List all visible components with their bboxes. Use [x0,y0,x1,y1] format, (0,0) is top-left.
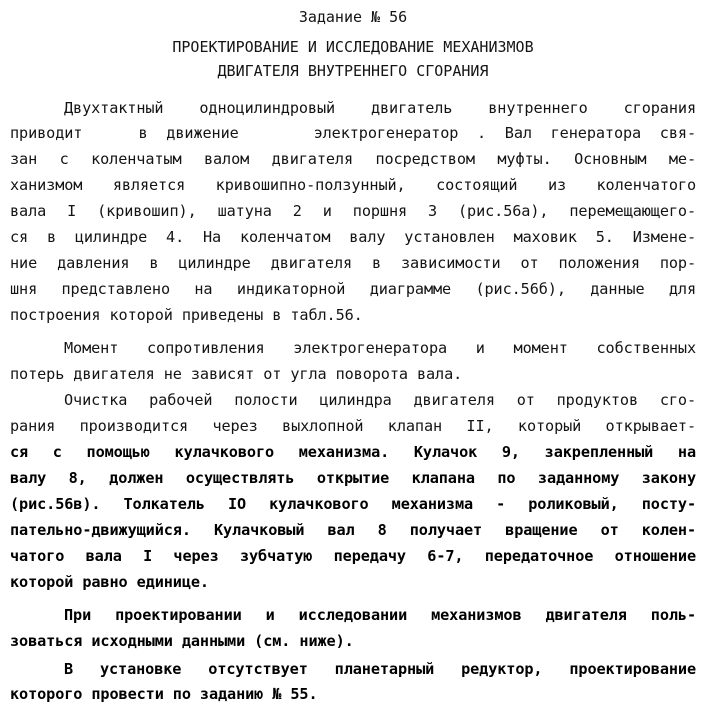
paragraph-1-line-2: приводит в движение электрогенератор . Вал генератора свя- [10,124,696,142]
paragraph-3-line-3: ся с помощью кулачкового механизма. Кулачок 9, закрепленный на [10,443,696,461]
paragraph-1-line-3: зан с коленчатым валом двигателя посредством муфты. Основным ме- [10,150,696,168]
paragraph-5-line-1: В установке отсутствует планетарный редуктор, проектирование [64,660,696,678]
heading-line-1: ПРОЕКТИРОВАНИЕ И ИССЛЕДОВАНИЕ МЕХАНИЗМОВ [172,38,534,56]
paragraph-4-line-1: При проектировании и исследовании механизмов двигателя поль- [64,606,696,624]
paragraph-1-line-6: ся в цилиндре 4. На коленчатом валу установлен маховик 5. Измене- [10,228,696,246]
assignment-title: Задание № 56 [298,8,408,26]
paragraph-3-line-1: Очистка рабочей полости цилиндра двигателя от продуктов сго- [64,391,696,409]
paragraph-2-line-2: потерь двигателя не зависят от угла поворота вала. [10,365,463,383]
paragraph-1-line-5: вала I (кривошип), шатуна 2 и поршня 3 (рис.56а), перемещающего- [10,202,696,220]
paragraph-4-line-2: зоваться исходными данными (см. ниже). [10,632,354,650]
paragraph-3-line-8: которой равно единице. [10,573,209,591]
paragraph-1-line-8: шня представлено на индикаторной диаграмме (рис.56б), данные для [10,280,696,298]
heading-line-2: ДВИГАТЕЛЯ ВНУТРЕННЕГО СГОРАНИЯ [217,62,489,80]
paragraph-1-line-7: ние давления в цилиндре двигателя в зависимости от положения пор- [10,254,696,272]
paragraph-1-line-9: построения которой приведены в табл.56. [10,306,363,324]
paragraph-3-line-2: рания производится через выхлопной клапан II, который открывает- [10,417,696,435]
paragraph-5-line-2: которого провести по заданию № 55. [10,685,318,703]
paragraph-3-line-5: (рис.56в). Толкатель IO кулачкового механизма - роликовый, посту- [10,495,696,513]
paragraph-3-line-7: чатого вала I через зубчатую передачу 6-7, передаточное отношение [10,547,696,565]
paragraph-1-line-1: Двухтактный одноцилиндровый двигатель внутреннего сгорания [64,99,696,117]
paragraph-1-line-4: ханизмом является кривошипно-ползунный, состоящий из коленчатого [10,176,696,194]
paragraph-3-line-4: валу 8, должен осуществлять открытие клапана по заданному закону [10,469,696,487]
paragraph-2-line-1: Момент сопротивления электрогенератора и момент собственных [64,339,696,357]
paragraph-3-line-6: пательно-движущийся. Кулачковый вал 8 получает вращение от колен- [10,521,696,539]
